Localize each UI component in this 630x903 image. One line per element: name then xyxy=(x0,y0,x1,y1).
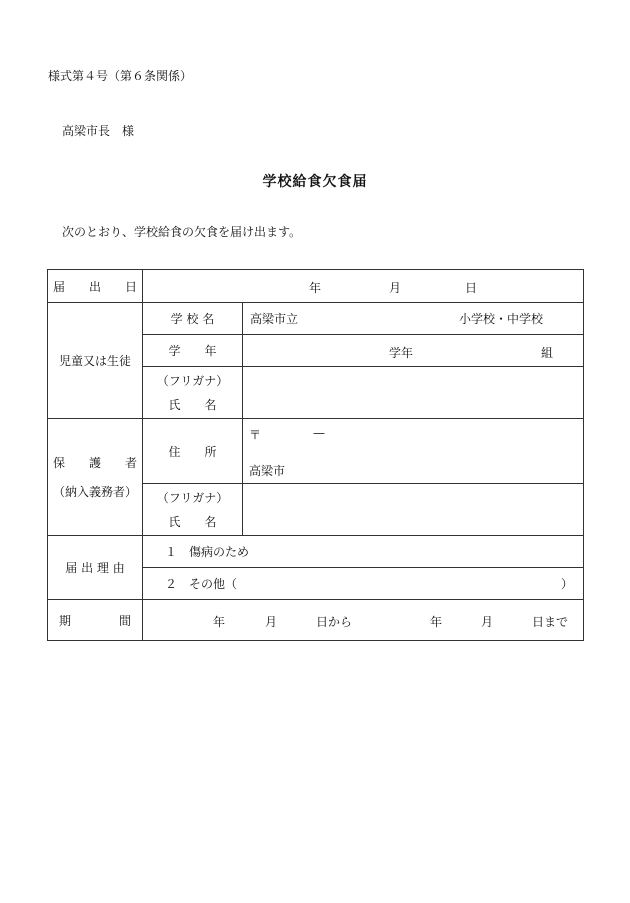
date-field[interactable] xyxy=(143,270,584,303)
reason-label: 届 出 理 由 xyxy=(48,536,143,600)
student-name-label: 氏 名 xyxy=(168,398,217,412)
reason-option2[interactable] xyxy=(143,568,584,600)
school-prefix: 高梁市立 xyxy=(250,312,299,326)
student-label: 児童又は生徒 xyxy=(48,303,143,419)
period-month-to: 月 xyxy=(481,615,494,629)
school-label: 学 校 名 xyxy=(143,303,243,335)
student-name-field[interactable] xyxy=(243,367,584,419)
postal-mark: 〒 xyxy=(249,428,262,442)
student-furigana-label: （フリガナ） xyxy=(156,374,229,388)
reason-option2-close: ） xyxy=(560,577,573,591)
intro-text: 次のとおり、学校給食の欠食を届け出ます。 xyxy=(62,225,302,239)
address-city: 高梁市 xyxy=(249,464,286,478)
period-year-to: 年 xyxy=(430,615,443,629)
student-school-row xyxy=(48,303,584,335)
period-label: 期 間 xyxy=(48,600,143,641)
guardian-name-label: 氏 名 xyxy=(168,515,217,529)
address-field[interactable] xyxy=(243,419,584,484)
guardian-name-label-cell xyxy=(143,484,243,536)
postal-dash: — xyxy=(313,426,325,440)
period-row xyxy=(48,600,584,641)
absence-form-table xyxy=(47,269,584,641)
date-month: 月 xyxy=(389,281,402,295)
class-unit: 組 xyxy=(541,345,554,360)
reason-option2-text: ２ その他（ xyxy=(165,577,238,591)
form-number: 様式第４号（第６条関係） xyxy=(48,69,193,83)
guardian-label: 保 護 者 xyxy=(52,456,137,470)
grade-label: 学 年 xyxy=(143,335,243,367)
guardian-label-cell xyxy=(48,419,143,536)
address-label: 住 所 xyxy=(143,419,243,484)
guardian-name-field[interactable] xyxy=(243,484,584,536)
reason-option1[interactable] xyxy=(143,536,584,568)
period-year-from: 年 xyxy=(213,615,226,629)
date-year: 年 xyxy=(309,281,322,295)
grade-unit: 学年 xyxy=(389,345,414,360)
period-month-from: 月 xyxy=(265,615,278,629)
reason-option1-row xyxy=(48,536,584,568)
student-name-label-cell xyxy=(143,367,243,419)
date-day: 日 xyxy=(465,281,478,295)
period-day-to: 日まで xyxy=(532,615,569,629)
school-suffix: 小学校・中学校 xyxy=(458,312,543,326)
school-field[interactable] xyxy=(243,303,584,335)
guardian-address-row xyxy=(48,419,584,484)
period-day-from: 日から xyxy=(316,615,353,629)
date-row xyxy=(48,270,584,303)
reason-option1-text: １ 傷病のため xyxy=(165,545,250,559)
addressee: 高梁市長 様 xyxy=(62,124,135,138)
guardian-furigana-label: （フリガナ） xyxy=(156,491,229,505)
guardian-sublabel: （納入義務者） xyxy=(52,485,137,499)
grade-field[interactable] xyxy=(243,335,584,367)
document-title: 学校給食欠食届 xyxy=(262,174,368,190)
period-field[interactable] xyxy=(143,600,584,641)
date-label: 届 出 日 xyxy=(48,270,143,303)
